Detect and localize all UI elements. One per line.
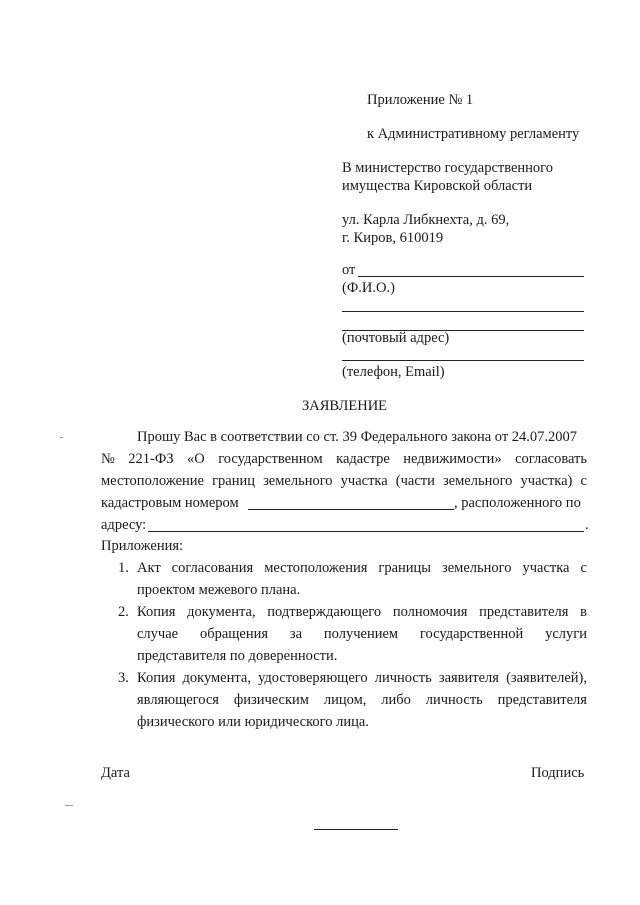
attachment-3-line-3: физического или юридического лица.: [137, 714, 369, 730]
address-period: .: [585, 517, 589, 533]
attachment-2-line-3: представителя по доверенности.: [137, 648, 338, 664]
body-word: согласовать: [515, 451, 587, 467]
attachment-word: личность: [425, 692, 483, 708]
attachment-2-line-1: [137, 604, 587, 621]
postal-address-caption: (почтовый адрес): [342, 330, 450, 346]
body-word: недвижимости»: [403, 451, 502, 467]
attachment-word: представителя: [497, 692, 587, 708]
attachment-word: границы: [378, 560, 432, 576]
contact-caption: (телефон, Email): [342, 364, 445, 380]
regulation-reference: к Административному регламенту: [367, 126, 580, 142]
recipient-address-line-1: ул. Карла Либкнехта, д. 69,: [342, 212, 510, 228]
attachment-word: представителя: [479, 604, 569, 620]
cadastral-number-field[interactable]: [248, 509, 454, 510]
attachment-word: обращения: [199, 626, 269, 642]
body-word: №: [101, 451, 115, 467]
body-line-3: [101, 473, 587, 490]
body-word: с: [580, 473, 587, 489]
attachment-word: являющегося: [137, 692, 219, 708]
body-word: (части: [395, 473, 435, 489]
attachment-word: документа,: [182, 670, 251, 686]
attachment-word: полномочия: [392, 604, 468, 620]
attachment-number: 3.: [118, 670, 129, 686]
date-label: Дата: [101, 765, 130, 781]
attachment-word: лицом,: [323, 692, 367, 708]
attachment-word: Копия: [137, 604, 176, 620]
attachment-number: 2.: [118, 604, 129, 620]
attachment-word: в: [580, 604, 587, 620]
recipient-address-line-2: г. Киров, 610019: [342, 230, 444, 246]
attachment-1-line-1: [137, 560, 587, 577]
attachment-word: либо: [381, 692, 411, 708]
applicant-name-field[interactable]: [358, 276, 584, 277]
body-word: кадастре: [336, 451, 390, 467]
attachment-word: участка: [522, 560, 570, 576]
contact-field[interactable]: [342, 360, 584, 361]
footer-divider: [314, 829, 398, 830]
body-word: участка): [520, 473, 573, 489]
signature-label: Подпись: [531, 765, 585, 781]
body-word: местоположение: [101, 473, 204, 489]
fio-caption: (Ф.И.О.): [342, 280, 395, 296]
attachment-word: подтверждающего: [267, 604, 382, 620]
attachment-word: документа,: [187, 604, 256, 620]
scan-speck: [65, 805, 73, 806]
attachment-word: с: [580, 560, 587, 576]
body-word: границ: [212, 473, 255, 489]
body-word: государственном: [218, 451, 323, 467]
attachment-word: местоположения: [264, 560, 368, 576]
body-word: «О: [187, 451, 205, 467]
attachment-3-line-2: [137, 692, 587, 709]
attachment-word: земельного: [442, 560, 512, 576]
attachment-word: получением: [323, 626, 399, 642]
address-label: адресу:: [101, 517, 147, 533]
cadastral-label: кадастровым номером: [101, 495, 239, 511]
body-line-1: Прошу Вас в соответствии со ст. 39 Федерального закона от 24.07.2007: [137, 429, 578, 445]
attachment-number: 1.: [118, 560, 129, 576]
attachment-1-line-2: проектом межевого плана.: [137, 582, 301, 598]
attachment-word: согласования: [171, 560, 254, 576]
attachment-3-line-1: [137, 670, 587, 687]
located-text: , расположенного по: [454, 495, 581, 511]
attachment-word: Акт: [137, 560, 161, 576]
body-word: участка: [340, 473, 388, 489]
attachment-word: физическим: [233, 692, 309, 708]
attachment-word: удостоверяющего: [258, 670, 368, 686]
scan-speck: [60, 437, 63, 438]
attachment-word: за: [289, 626, 303, 642]
recipient-line-1: В министерство государственного: [342, 160, 554, 176]
attachment-word: случае: [137, 626, 179, 642]
body-word: земельного: [442, 473, 513, 489]
from-label: от: [342, 262, 356, 278]
recipient-line-2: имущества Кировской области: [342, 178, 533, 194]
attachment-word: Копия: [137, 670, 176, 686]
appendix-number: Приложение № 1: [367, 92, 474, 108]
attachment-word: заявителя: [438, 670, 499, 686]
body-word: 221-ФЗ: [128, 451, 174, 467]
attachment-word: услуги: [545, 626, 587, 642]
parcel-address-field[interactable]: [148, 531, 584, 532]
body-line-2: [101, 451, 587, 468]
postal-address-field-1[interactable]: [342, 311, 584, 312]
attachment-word: личность: [374, 670, 432, 686]
attachment-word: государственной: [419, 626, 524, 642]
body-word: земельного: [263, 473, 333, 489]
document-title: ЗАЯВЛЕНИЕ: [302, 398, 388, 414]
attachment-2-line-2: [137, 626, 587, 643]
attachments-label: Приложения:: [101, 538, 184, 554]
attachment-word: (заявителей),: [506, 670, 587, 686]
